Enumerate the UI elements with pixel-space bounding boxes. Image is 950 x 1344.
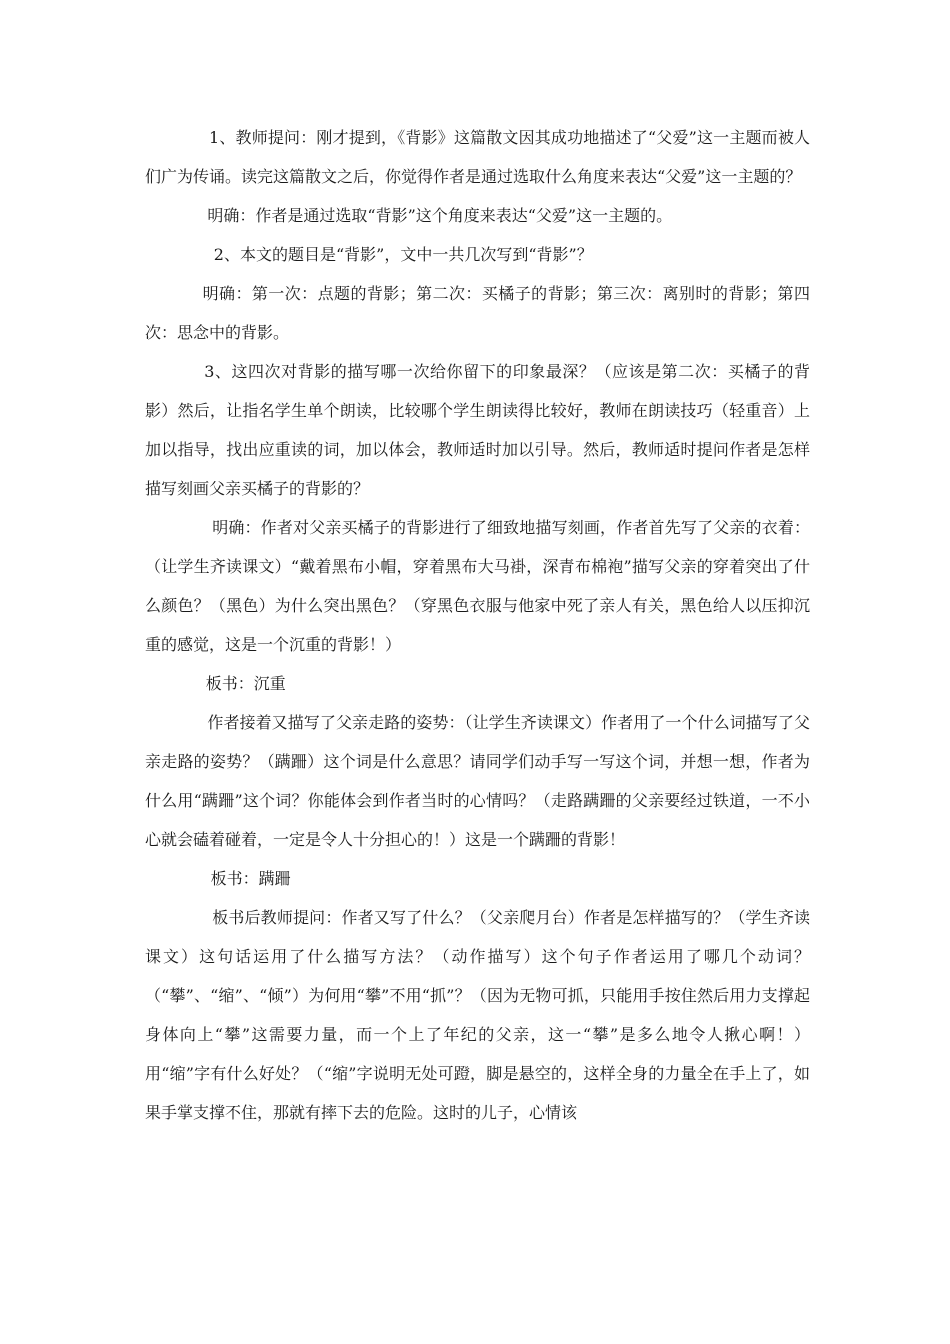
paragraph-answer-3: 明确：作者对父亲买橘子的背影进行了细致地描写刻画，作者首先写了父亲的衣着：（让学生齐读课文）“戴着黑布小帽，穿着黑布大马褂，深青布棉袍”描写父亲的穿着突出了什么颜色？（黑色）为什么突出黑色？（穿黑色衣服与他家中死了亲人有关，黑色给人以压抑沉重的感觉，这是一个沉重的背影！）: [145, 518, 810, 654]
paragraph-question-2: 2、本文的题目是“背影”，文中一共几次写到“背影”？: [213, 245, 593, 264]
paragraph-answer-2: 明确：第一次：点题的背影；第二次：买橘子的背影；第三次：离别时的背影；第四次：思念中的背影。: [145, 284, 810, 342]
paragraph-question-3: 3、这四次对背影的描写哪一次给你留下的印象最深？（应该是第二次：买橘子的背影）然后，让指名学生单个朗读，比较哪个学生朗读得比较好，教师在朗读技巧（轻重音）上加以指导，找出应重读的词，加以体会，教师适时加以引导。然后，教师适时提问作者是怎样描写刻画父亲买橘子的背影的？: [145, 362, 810, 498]
paragraph-blackboard-1: 板书：沉重: [205, 674, 286, 693]
paragraph-answer-1: 明确：作者是通过选取“背影”这个角度来表达“父爱”这一主题的。: [207, 206, 673, 225]
paragraph-walking-posture: 作者接着又描写了父亲走路的姿势：（让学生齐读课文）作者用了一个什么词描写了父亲走路的姿势？（蹒跚）这个词是什么意思？请同学们动手写一写这个词，并想一想，作者为什么用“蹒跚”这个词？你能体会到作者当时的心情吗？（走路蹒跚的父亲要经过铁道，一不小心就会磕着碰着，一定是令人十分担心的！）这是一个蹒跚的背影！: [145, 713, 810, 849]
paragraph-question-1: 1、教师提问：刚才提到，《背影》这篇散文因其成功地描述了“父爱”这一主题而被人们广为传诵。读完这篇散文之后，你觉得作者是通过选取什么角度来表达“父爱”这一主题的？: [145, 128, 810, 186]
paragraph-blackboard-2: 板书：蹒跚: [210, 869, 291, 888]
paragraph-climbing-platform: 板书后教师提问：作者又写了什么？（父亲爬月台）作者是怎样描写的？（学生齐读课文）这句话运用了什么描写方法？（动作描写）这个句子作者运用了哪几个动词？（“攀”、“缩”、“倾”）为何用“攀”不用“抓”？（因为无物可抓，只能用手按住然后用力支撑起身体向上“攀”这需要力量，而一个上了年纪的父亲，这一“攀”是多么地令人揪心啊！）用“缩”字有什么好处？（“缩”字说明无处可蹬，脚是悬空的，这样全身的力量全在手上了，如果手掌支撑不住，那就有摔下去的危险。这时的儿子，心情该: [145, 908, 810, 1122]
document-body: [145, 118, 810, 1132]
